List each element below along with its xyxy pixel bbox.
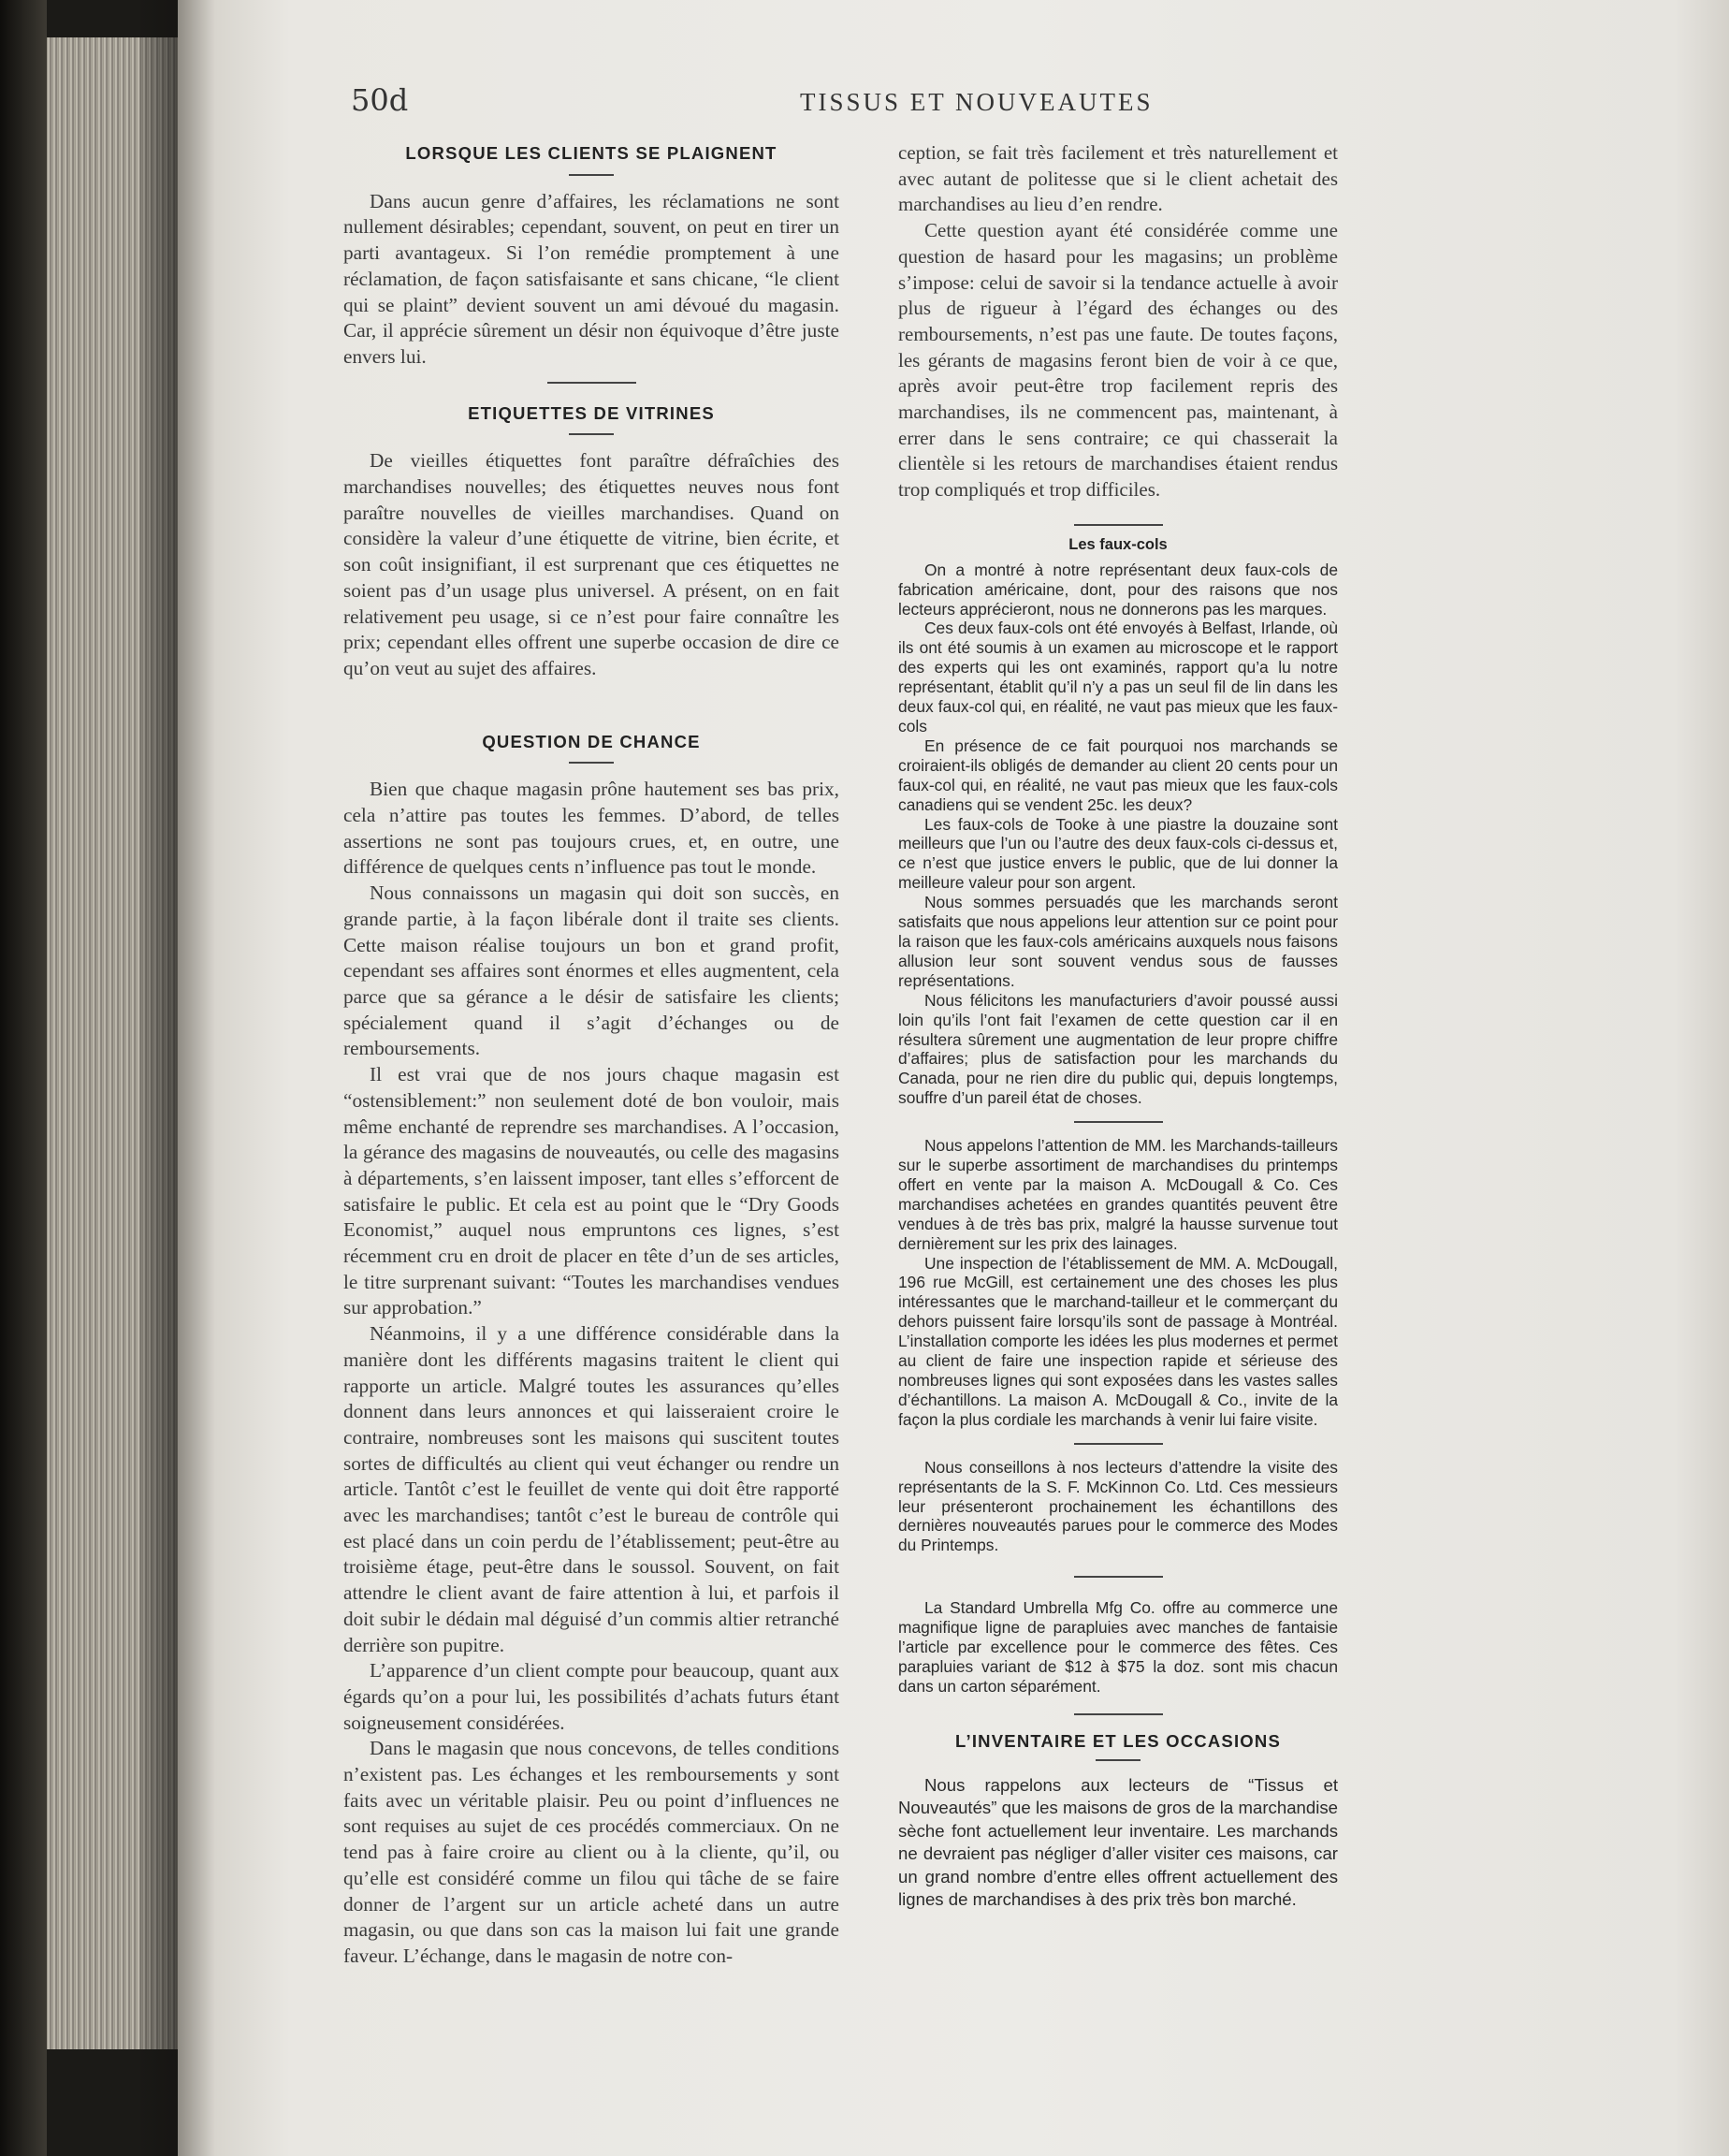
heading-rule xyxy=(569,174,614,176)
heading-rule xyxy=(569,762,614,764)
section-divider xyxy=(547,382,636,384)
book-spine xyxy=(0,0,47,2156)
paragraph: Nous rappelons aux lecteurs de “Tissus et Nouveautés” que les maisons de gros de la marchandise sèche font actuellement leur inventaire. Les marchands ne devraient pas négliger d’aller visiter ces maisons, car un grand nombre d’entre elles offrent actuellement des lignes de marchandises à des prix très bon marché. xyxy=(898,1774,1338,1910)
section-heading: LORSQUE LES CLIENTS SE PLAIGNENT xyxy=(405,143,777,163)
paragraph: On a montré à notre représentant deux faux-cols de fabrication américaine, dont, pour des raisons que nos lecteurs apprécieront, nous ne donnerons pas les marques. xyxy=(898,560,1338,619)
paragraph: La Standard Umbrella Mfg Co. offre au commerce une magnifique ligne de parapluies avec manches de fantaisie l’article par excellence pour le commerce des fêtes. Ces parapluies variant de $12 à $75 la doz. sont mis chacun dans un carton séparément. xyxy=(898,1598,1338,1696)
section-divider xyxy=(1074,1576,1163,1578)
paragraph: Il est vrai que de nos jours chaque magasin est “ostensiblement:” non seulement doté de bon vouloir, mais même enchanté de reprendre ses marchandises. A l’occasion, la gérance des magasins de nouveautés, ou celle des magasins à départements, s’en laissent imposer, tant elles s’efforcent de satisfaire le public. Et cela est au point que le “Dry Goods Economist,” auquel nous empruntons ces lignes, s’est récemment cru en droit de placer en tête d’un de ses articles, le titre surprenant suivant: “Toutes les marchandises vendues sur approbation.” xyxy=(343,1063,839,1319)
paragraph: Nous appelons l’attention de MM. les Marchands-tailleurs sur le superbe assortiment de marchandises du printemps offert en vente par la maison A. McDougall & Co. Ces marchandises achetées en grandes quantités peuvent être vendues à de très bas prix, malgré la hausse survenue tout dernièrement sur les prix des lainages. xyxy=(898,1136,1338,1253)
section-divider xyxy=(1074,1443,1163,1445)
section-chance xyxy=(343,729,839,1970)
paragraph: Une inspection de l’établissement de MM. A. McDougall, 196 rue McGill, est certainement une des choses les plus intéressantes que le marchand-tailleur et le commerçant du dehors puissent faire lorsqu’ils sont de passage à Montréal. L’installation comporte les idées les plus modernes et permet au client de faire une inspection rapide et sérieuse des nombreuses lignes qui sont exposées dans les vastes salles d’échantillons. La maison A. McDougall & Co., invite de la façon la plus cordiale les marchands à venir lui faire visite. xyxy=(898,1253,1338,1429)
section-mckinnon xyxy=(898,1458,1338,1556)
right-column xyxy=(898,140,1338,1912)
section-heading: ETIQUETTES DE VITRINES xyxy=(468,402,715,423)
section-divider xyxy=(1074,1121,1163,1123)
section-continuation xyxy=(898,140,1338,503)
section-divider xyxy=(1074,1713,1163,1715)
paragraph: Nous connaissons un magasin qui doit son succès, en grande partie, à la façon libérale dont il traite ses clients. Cette maison réalise toujours un bon et grand profit, cependant ses affaires sont énormes et elles augmentent, cela parce que sa gérance a le désir de satisfaire les clients; spécialement quand il s’agit d’échanges ou de remboursements. xyxy=(343,881,839,1060)
section-umbrella xyxy=(898,1598,1338,1697)
page-number: 50d xyxy=(351,82,409,118)
paragraph: Les faux-cols de Tooke à une piastre la douzaine sont meilleurs que l’un ou l’autre des deux faux-cols ci-dessus et, ce n’est que justice envers le public, que de lui donner la meilleure valeur pour son argent. xyxy=(898,814,1338,893)
paragraph: Nous félicitons les manufacturiers d’avoir poussé aussi loin qu’ils l’ont fait l’examen de cette question car il en résultera sûrement une augmentation de leur propre chiffre d’affaires; plus de satisfaction pour les marchands du Canada, pour ne rien dire du public qui, depuis longtemps, souffre d’un pareil état de choses. xyxy=(898,990,1338,1108)
section-divider xyxy=(1074,524,1163,526)
page xyxy=(178,0,1729,2156)
section-heading: Les faux-cols xyxy=(1068,535,1168,553)
running-head: TISSUS ET NOUVEAUTES xyxy=(800,88,1154,116)
paragraph: Dans le magasin que nous concevons, de telles conditions n’existent pas. Les échanges et les remboursements y sont faits avec un véritable plaisir. Peu ou point d’influences ne sont requises au sujet de ces procédés commerciaux. On ne tend pas à faire croire au client ou à la cliente, qu’il, ou qu’elle est considéré comme un filou qui tâche de se faire donner de l’argent sur un article acheté dans un autre magasin, ou que dans son cas la maison lui fait une grande faveur. L’échange, dans le magasin de notre con- xyxy=(343,1737,839,1967)
paragraph: Nous conseillons à nos lecteurs d’attendre la visite des représentants de la S. F. McKinnon Co. Ltd. Ces messieurs leur présenteront prochainement les échantillons des dernières nouveautés parues pour le commerce des Modes du Printemps. xyxy=(898,1457,1338,1555)
paragraph: Nous sommes persuadés que les marchands seront satisfaits que nous appelions leur attention sur ce point pour la raison que les faux-cols américains auxquels nous faisons allusion leur sont souvent vendus sous de fausses représentations. xyxy=(898,893,1338,990)
section-etiquettes xyxy=(343,401,839,682)
paragraph: Bien que chaque magasin prône hautement ses bas prix, cela n’attire pas toutes les femmes. D’abord, de telles assertions ne sont pas toujours crues, et, en outre, une différence de quelques cents n’influence pas tout le monde. xyxy=(343,778,839,879)
section-mcdougall xyxy=(898,1136,1338,1430)
section-inventaire xyxy=(898,1732,1338,1912)
heading-rule xyxy=(1096,1759,1141,1761)
section-heading: L’INVENTAIRE ET LES OCCASIONS xyxy=(955,1730,1281,1751)
paragraph: En présence de ce fait pourquoi nos marchands se croiraient-ils obligés de demander au client 20 cents pour un faux-col qui, en réalité, ne vaut pas mieux que les faux-cols canadiens qui se vendent 25c. les deux? xyxy=(898,736,1338,814)
paragraph: ception, se fait très facilement et très naturellement et avec autant de politesse que si le client achetait des marchandises au lieu d’en rendre. xyxy=(898,141,1338,216)
paragraph: L’apparence d’un client compte pour beaucoup, quant aux égards qu’on a pour lui, les possibilités d’achats futurs étant soigneusement considérées. xyxy=(343,1659,839,1734)
paragraph: Dans aucun genre d’affaires, les réclamations ne sont nullement désirables; cependant, souvent, on peut en tirer un parti avantageux. Si l’on remédie promptement à une réclamation, de façon satisfaisante et sans chicane, “le client qui se plaint” devient souvent un ami dévoué du magasin. Car, il apprécie sûrement un désir non équivoque d’être juste envers lui. xyxy=(343,189,839,368)
section-clients xyxy=(343,140,839,371)
page-header xyxy=(351,82,1333,129)
section-heading: QUESTION DE CHANCE xyxy=(482,731,701,751)
heading-rule xyxy=(569,433,614,435)
paragraph: Cette question ayant été considérée comme une question de hasard pour les magasins; un problème s’impose: celui de savoir si la tendance actuelle à avoir plus de rigueur à l’égard des échanges ou des remboursements, n’est pas une faute. De toutes façons, les gérants de magasins feront bien de voir à ce que, après avoir peut-être trop facilement repris des marchandises, ils ne commencent pas, maintenant, à errer dans le sens contraire; ce qui chasserait la clientèle si les retours de marchandises étaient rendus trop compliqués et trop difficiles. xyxy=(898,219,1338,502)
section-faux-cols xyxy=(898,535,1338,1108)
paragraph: Néanmoins, il y a une différence considérable dans la manière dont les différents magasins traitent le client qui rapporte un article. Malgré toutes les assurances qu’elles donnent dans leurs annonces et qui laisseraient croire le contraire, nombreuses sont les maisons qui suscitent toutes sortes de difficultés au client qui veut échanger ou rendre un article. Tantôt c’est le feuillet de vente qui doit être rapporté avec les marchandises; tantôt c’est le bureau de contrôle qui est placé dans un coin perdu de l’établissement; peut-être au troisième étage, peut-être dans le soussol. Souvent, on fait attendre le client avant de faire attention à lui, et parfois il doit subir le dédain mal déguisé d’un commis altier retranché derrière son pupitre. xyxy=(343,1322,839,1656)
left-column xyxy=(343,140,839,1970)
paragraph: Ces deux faux-cols ont été envoyés à Belfast, Irlande, où ils ont été soumis à un examen au microscope et le rapport des experts qui les ont examinés, rapport qu’a lu notre représentant, établit qu’il n’y a pas un seul fil de lin dans les deux faux-col qui, en réalité, ne vaut pas mieux que les faux-cols xyxy=(898,619,1338,736)
paragraph: De vieilles étiquettes font paraître défraîchies des marchandises nouvelles; des étiquettes neuves nous font paraître nouvelles de vieilles marchandises. Quand on considère la valeur d’une étiquette de vitrine, bien écrite, et son coût insignifiant, il est surprenant que ces étiquettes ne soient pas d’un usage plus universel. A présent, on en fait relativement peu usage, si ce n’est pour faire connaître les prix; cependant elles offrent une superbe occasion de dire ce qu’on veut au sujet des affaires. xyxy=(343,449,839,679)
